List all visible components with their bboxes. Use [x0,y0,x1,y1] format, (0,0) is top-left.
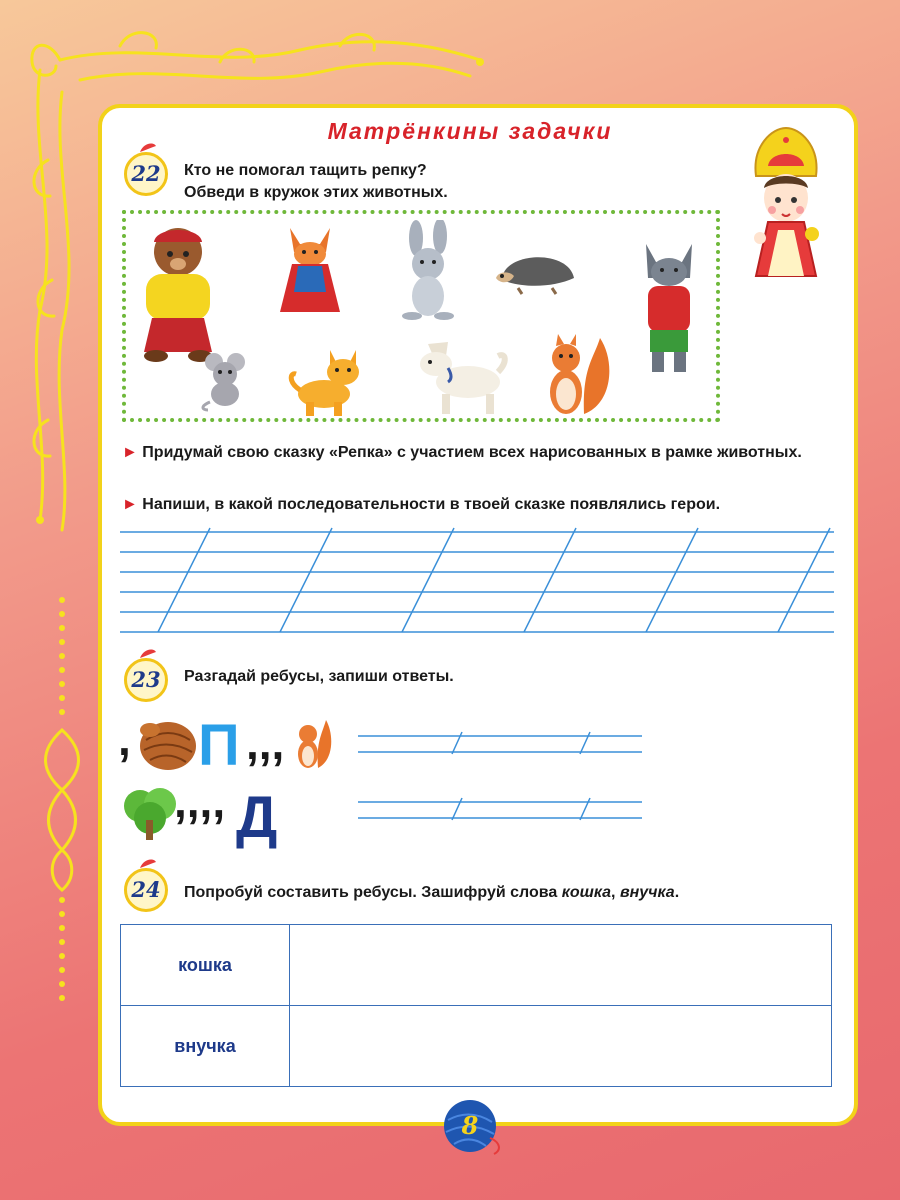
rebus-2-letter: Д [236,785,278,850]
table-word-cell: внучка [121,1006,290,1087]
task-24-comma: , [611,884,620,901]
walnut-illustration [136,716,198,772]
bullet-arrow-icon: ► [122,444,138,461]
task-22-line-1: Кто не помогал тащить репку? [184,162,427,179]
squirrel-small-illustration [292,716,332,770]
instruction-1 [122,442,834,464]
matryoshka-girl-illustration [738,126,834,282]
hedgehog-illustration [492,244,578,296]
table-row [121,925,832,1006]
rebus-1-left-comma: , [118,713,131,765]
table-answer-cell[interactable] [290,925,832,1006]
page-number-badge [438,1094,502,1158]
rebus-1-letter: П [198,713,240,778]
task-badge-24 [120,860,174,916]
task-24-period: . [674,884,680,901]
rebus-2-commas: ,,,, [174,775,226,827]
rebus-1-answer-lines[interactable] [358,730,642,758]
cat-illustration [286,346,372,418]
task-number: 24 [124,868,168,912]
rebus-table [120,924,832,1087]
table-word-cell: кошка [121,925,290,1006]
page-title: Матрёнкины задачки [327,118,613,144]
squirrel-illustration [540,328,614,420]
task-22-line-2: Обведи в кружок этих животных. [184,184,448,201]
task-23-text: Разгадай ребусы, запиши ответы. [184,668,454,685]
mouse-illustration [198,350,252,412]
task-24-word-1: кошка [561,884,612,901]
instruction-1-text: Придумай свою сказку «Репка» с участием всех нарисованных в рамке животных. [142,444,802,461]
bear-illustration [132,222,224,364]
tree-illustration [118,784,180,842]
wolf-illustration [632,238,706,378]
task-24-text [184,882,679,904]
hare-illustration [390,220,462,322]
dog-illustration [408,338,512,418]
fox-illustration [270,222,350,322]
task-24-text-start: Попробуй составить ребусы. Зашифруй слова [184,884,562,901]
writing-lines[interactable] [120,524,834,636]
task-badge-22 [120,144,174,200]
task-badge-23 [120,650,174,706]
task-24-word-2: внучка [619,884,675,901]
table-row [121,1006,832,1087]
bullet-arrow-icon: ► [122,496,138,513]
instruction-2 [122,494,834,516]
table-answer-cell[interactable] [290,1006,832,1087]
rebus-2-answer-lines[interactable] [358,796,642,824]
instruction-2-text: Напиши, в какой последовательности в твоей сказке появлялись герои. [142,496,721,513]
page-number: 8 [461,1111,479,1140]
task-22-text [184,160,448,204]
task-number: 23 [124,658,168,702]
rebus-1-commas: ,,, [246,717,285,769]
task-number: 22 [124,152,168,196]
